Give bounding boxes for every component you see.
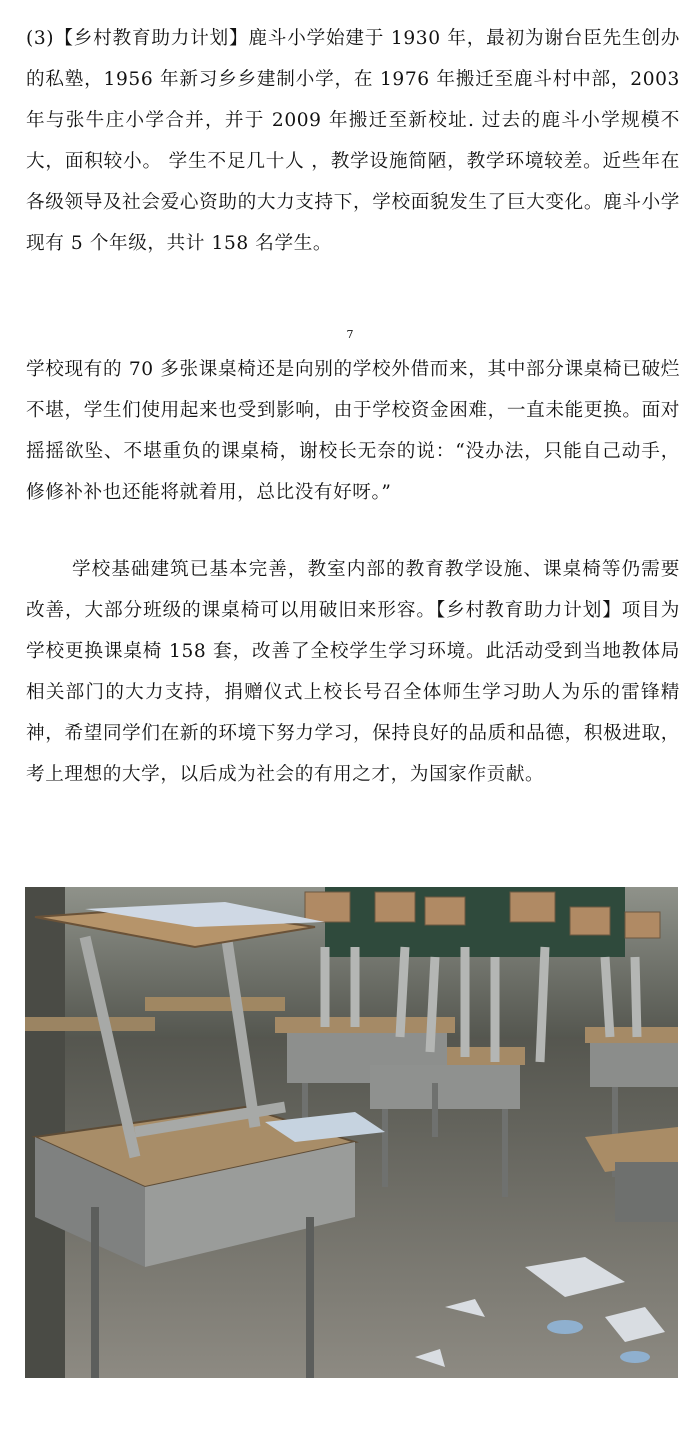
paragraph-history: (3)【乡村教育助力计划】鹿斗小学始建于 1930 年，最初为谢台臣先生创办的私塾，1956 年新习乡乡建制小学，在 1976 年搬迁至鹿斗村中部，2003 年与张牛庄小学合并，并于 2009 年搬迁至新校址. 过去的鹿斗小学规模不大，面积较小。 学生不足几十人 ，教学设施简陋，教学环境较差。近些年在各级领导及社会爱心资助的大力支持下，学校面貌发生了巨大变化。鹿斗小学现有 5 个年级，共计 158 名学生。 xyxy=(26,28,680,254)
right-desk-body xyxy=(615,1162,678,1222)
page-number: 7 xyxy=(346,328,354,341)
classroom-photo xyxy=(25,887,678,1378)
paragraph-desks-condition: 学校现有的 70 多张课桌椅还是向别的学校外借而来，其中部分课桌椅已破烂不堪，学生们使用起来也受到影响，由于学校资金困难，一直未能更换。面对摇摇欲坠、不堪重负的课桌椅，谢校长无奈的说：“没办法，只能自己动手，修修补补也还能将就着用，总比没有好呀。” xyxy=(26,359,680,503)
left-wall xyxy=(25,887,65,1378)
paragraph-project: 学校基础建筑已基本完善，教室内部的教育教学设施、课桌椅等仍需要改善，大部分班级的课桌椅可以用破旧来形容。【乡村教育助力计划】项目为学校更换课桌椅 158 套，改善了全校学生学习环境。此活动受到当地教体局相关部门的大力支持，捐赠仪式上校长号召全体师生学习助人为乐的雷锋精神，希望同学们在新的环境下努力学习，保持良好的品质和品德，积极进取，考上理想的大学，以后成为社会的有用之才，为国家作贡献。 xyxy=(26,559,680,785)
classroom-photo-illustration xyxy=(25,887,678,1378)
